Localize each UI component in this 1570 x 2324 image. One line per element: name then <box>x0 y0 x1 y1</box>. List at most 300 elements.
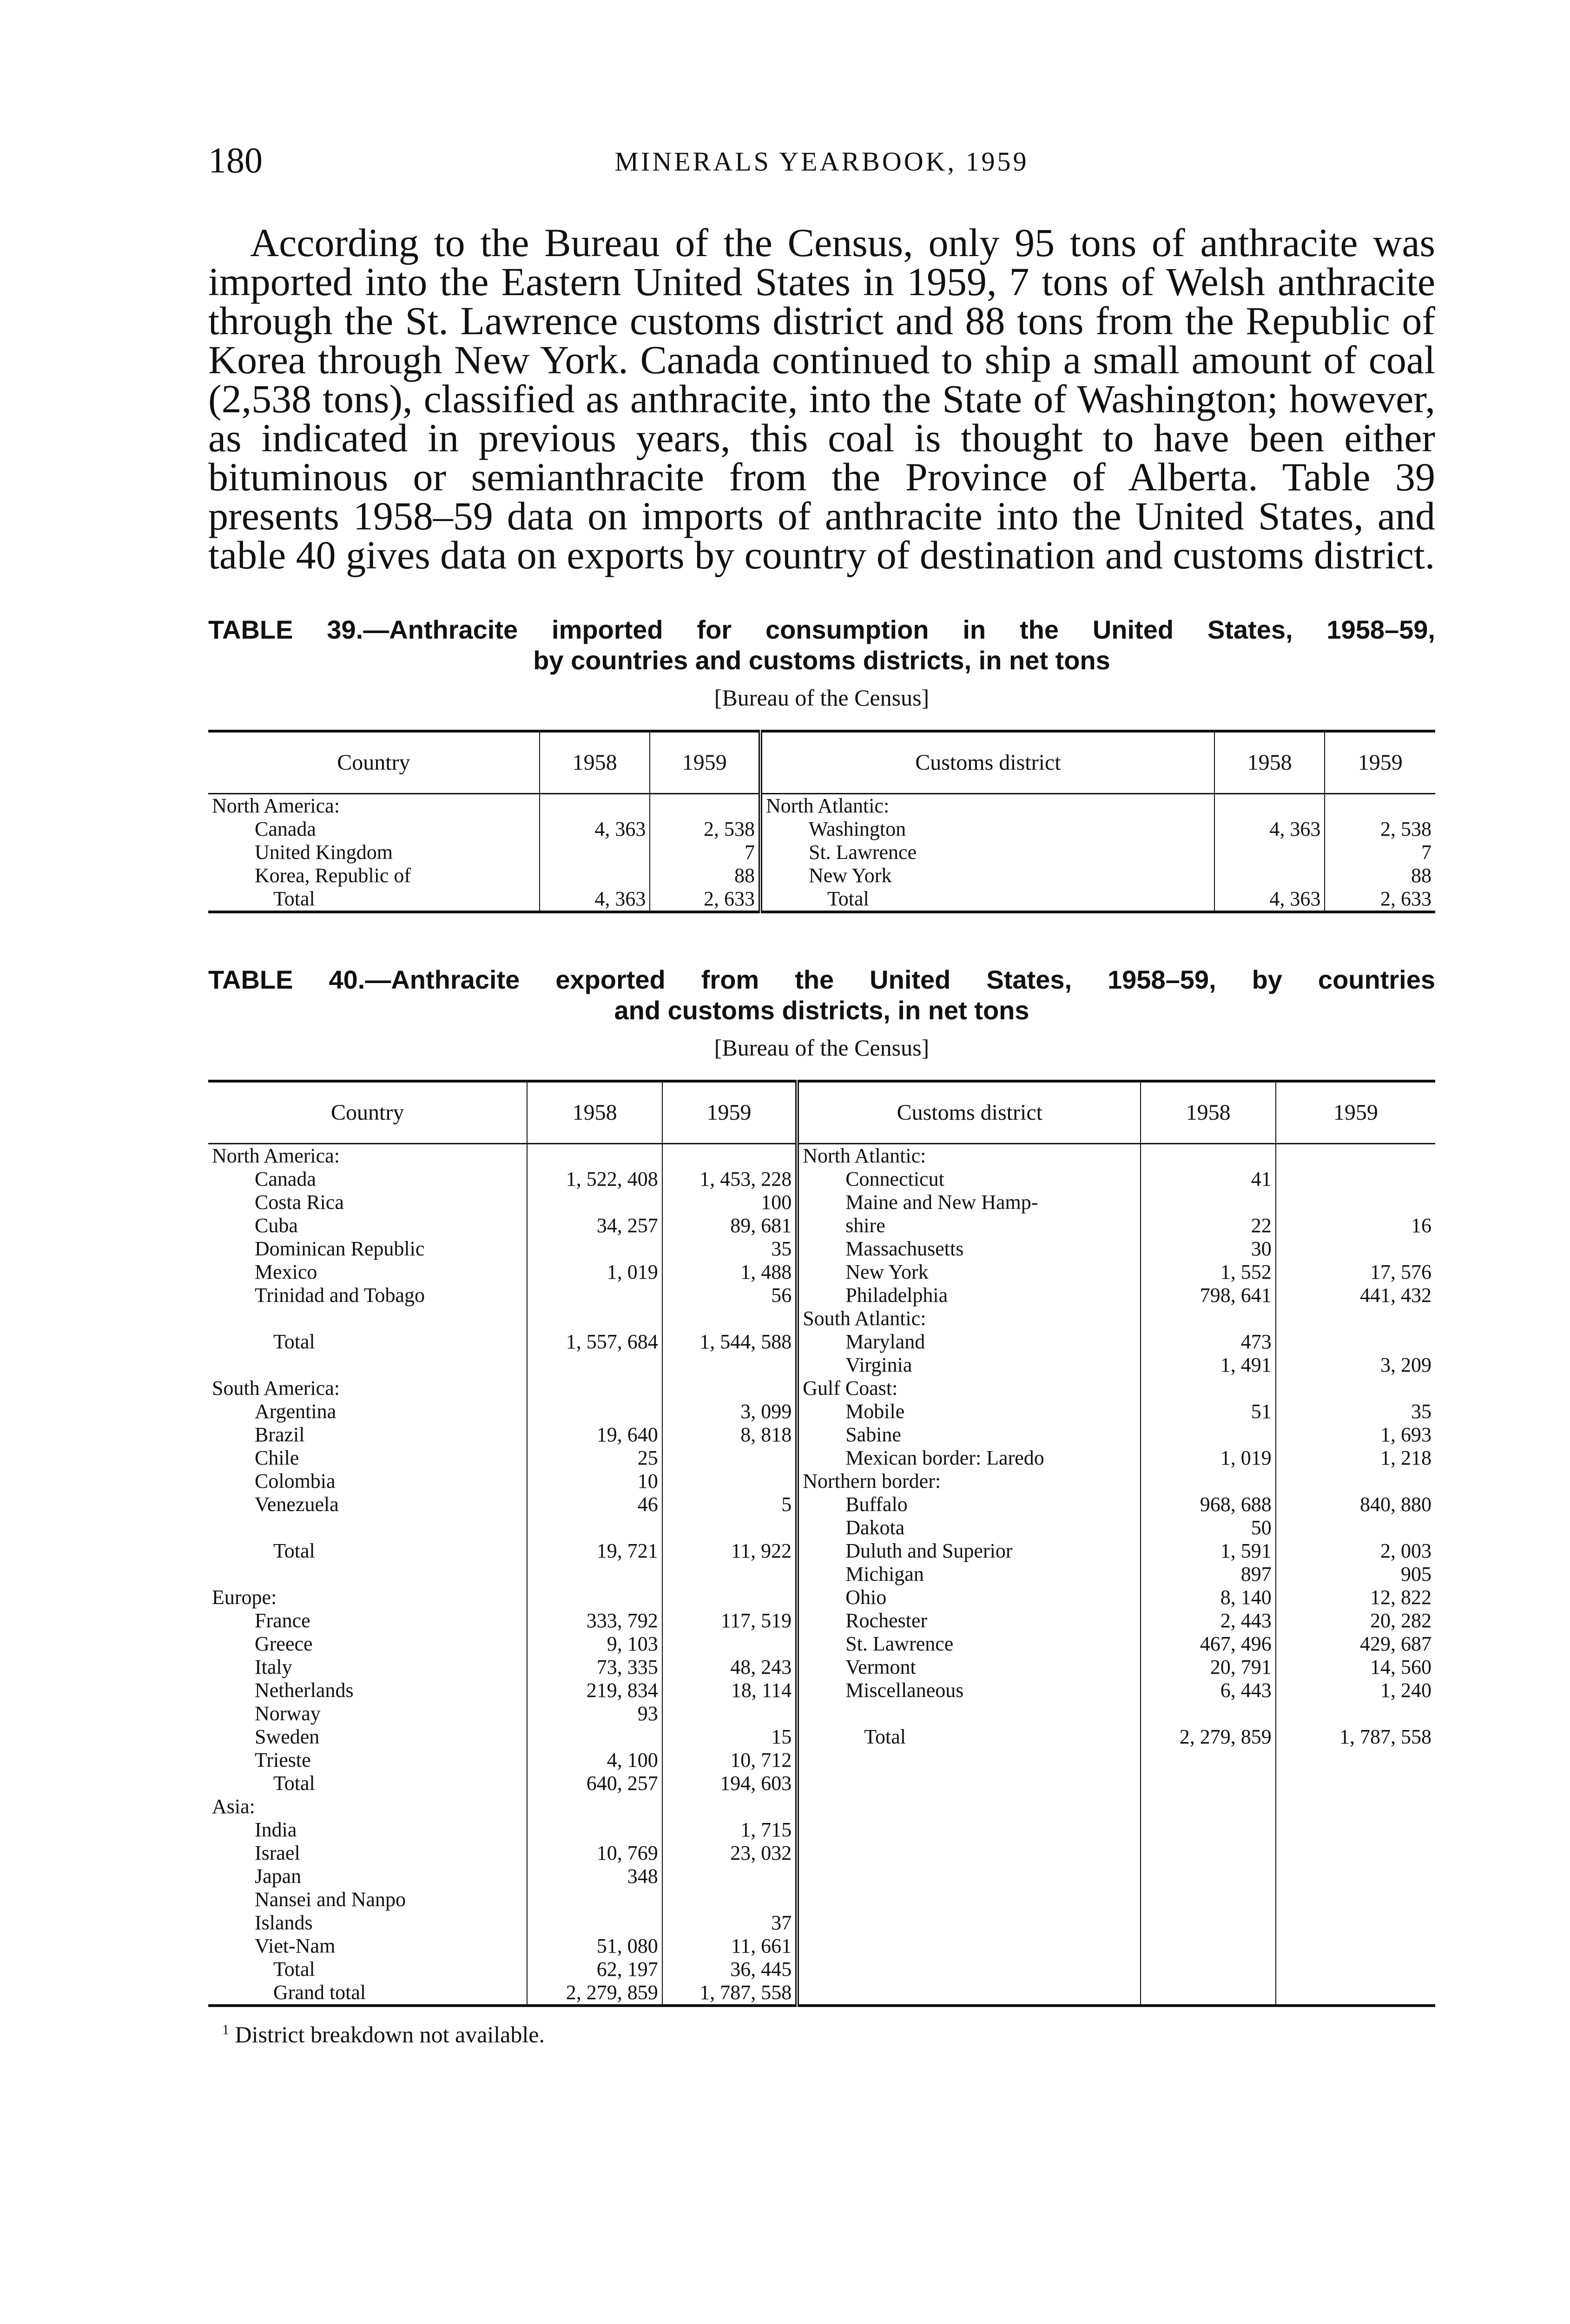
value-cell: 2, 538 <box>1325 818 1435 841</box>
value-cell: 441, 432 <box>1276 1284 1435 1307</box>
table-row <box>208 1609 1435 1632</box>
value-cell <box>527 1586 662 1609</box>
value-cell <box>1276 1516 1435 1539</box>
district-cell: Michigan <box>797 1563 1141 1586</box>
country-cell: Costa Rica <box>255 1191 344 1214</box>
table-row <box>208 1632 1435 1656</box>
value-cell: 2, 279, 859 <box>527 1981 662 2006</box>
country-cell: Total <box>273 887 315 910</box>
value-cell: 467, 496 <box>1141 1632 1275 1656</box>
value-cell: 93 <box>527 1702 662 1725</box>
value-cell: 6, 443 <box>1141 1679 1275 1702</box>
value-cell: 348 <box>527 1865 662 1888</box>
value-cell: 48, 243 <box>662 1656 797 1679</box>
table40-caption-line2: and customs districts, in net tons <box>614 996 1029 1025</box>
table-row <box>208 1284 1435 1307</box>
table-row <box>208 1656 1435 1679</box>
table-row <box>208 1795 1435 1818</box>
value-cell: 3, 209 <box>1276 1353 1435 1377</box>
value-cell: 1, 488 <box>662 1261 797 1284</box>
value-cell <box>527 1725 662 1749</box>
value-cell: 1, 552 <box>1141 1261 1275 1284</box>
value-cell <box>1276 1330 1435 1353</box>
value-cell <box>1276 1191 1435 1214</box>
value-cell <box>1141 1377 1275 1400</box>
value-cell <box>1276 1749 1435 1772</box>
value-cell: 35 <box>662 1237 797 1261</box>
table-row <box>208 1934 1435 1958</box>
value-cell <box>662 1888 797 1911</box>
value-cell <box>527 1516 662 1539</box>
value-cell: 88 <box>650 864 760 887</box>
table40-header-country: Country <box>208 1081 527 1144</box>
value-cell <box>662 1702 797 1725</box>
value-cell <box>1141 1911 1275 1934</box>
value-cell <box>1276 1144 1435 1168</box>
table-row <box>208 1261 1435 1284</box>
district-cell: Connecticut <box>797 1168 1141 1191</box>
value-cell <box>527 1911 662 1934</box>
district-cell <box>797 1981 1141 2006</box>
value-cell: 89, 681 <box>662 1214 797 1237</box>
value-cell: 51 <box>1141 1400 1275 1423</box>
table-row <box>208 1144 1435 1168</box>
value-cell: 4, 363 <box>540 818 650 841</box>
value-cell <box>1276 1772 1435 1795</box>
value-cell: 30 <box>1141 1237 1275 1261</box>
district-cell: Massachusetts <box>797 1237 1141 1261</box>
table-row <box>208 1865 1435 1888</box>
table-row <box>208 1749 1435 1772</box>
district-cell: shire <box>797 1214 1141 1237</box>
value-cell: 10, 769 <box>527 1842 662 1865</box>
country-cell: North America: <box>212 1144 340 1167</box>
district-cell <box>797 1958 1141 1981</box>
table-row <box>208 864 1435 887</box>
value-cell <box>1276 1307 1435 1330</box>
value-cell <box>527 1818 662 1842</box>
district-cell: Total <box>760 887 1214 912</box>
value-cell: 36, 445 <box>662 1958 797 1981</box>
country-cell: Dominican Republic <box>255 1237 425 1260</box>
value-cell: 3, 099 <box>662 1400 797 1423</box>
district-cell: Duluth and Superior <box>797 1539 1141 1563</box>
value-cell <box>1276 1168 1435 1191</box>
document-page <box>208 139 1435 2048</box>
district-cell: Vermont <box>797 1656 1141 1679</box>
value-cell: 37 <box>662 1911 797 1934</box>
district-cell: Mobile <box>797 1400 1141 1423</box>
district-cell: Mexican border: Laredo <box>797 1446 1141 1470</box>
value-cell: 2, 003 <box>1276 1539 1435 1563</box>
value-cell <box>527 1307 662 1330</box>
table-row <box>208 1539 1435 1563</box>
value-cell: 5 <box>662 1493 797 1516</box>
value-cell: 14, 560 <box>1276 1656 1435 1679</box>
table39-header-1959: 1959 <box>1325 731 1435 794</box>
district-cell: Miscellaneous <box>797 1679 1141 1702</box>
value-cell: 1, 557, 684 <box>527 1330 662 1353</box>
value-cell <box>1276 1377 1435 1400</box>
district-cell <box>797 1772 1141 1795</box>
value-cell: 88 <box>1325 864 1435 887</box>
country-cell: France <box>255 1609 310 1632</box>
district-cell: Maryland <box>797 1330 1141 1353</box>
page-number: 180 <box>208 140 263 180</box>
table40-header-1958: 1958 <box>1141 1081 1275 1144</box>
district-cell: Sabine <box>797 1423 1141 1446</box>
table39-caption-line2: by countries and customs districts, in net tons <box>533 646 1110 675</box>
value-cell <box>527 1353 662 1377</box>
value-cell: 219, 834 <box>527 1679 662 1702</box>
country-cell: Total <box>273 1958 315 1981</box>
value-cell <box>1214 841 1325 864</box>
value-cell: 20, 791 <box>1141 1656 1275 1679</box>
value-cell <box>662 1516 797 1539</box>
value-cell <box>1325 794 1435 818</box>
value-cell <box>1276 1842 1435 1865</box>
district-cell <box>797 1865 1141 1888</box>
value-cell: 1, 218 <box>1276 1446 1435 1470</box>
value-cell: 194, 603 <box>662 1772 797 1795</box>
table-row <box>208 1911 1435 1934</box>
country-cell: Colombia <box>255 1470 336 1492</box>
value-cell: 8, 140 <box>1141 1586 1275 1609</box>
value-cell <box>527 1400 662 1423</box>
value-cell <box>662 1586 797 1609</box>
value-cell: 9, 103 <box>527 1632 662 1656</box>
district-cell <box>797 1934 1141 1958</box>
value-cell: 1, 787, 558 <box>662 1981 797 2006</box>
value-cell: 2, 279, 859 <box>1141 1725 1275 1749</box>
value-cell: 1, 591 <box>1141 1539 1275 1563</box>
country-cell: South America: <box>212 1377 340 1400</box>
value-cell: 2, 633 <box>1325 887 1435 912</box>
district-cell: New York <box>760 864 1214 887</box>
table-row <box>208 1981 1435 2006</box>
value-cell: 798, 641 <box>1141 1284 1275 1307</box>
value-cell: 41 <box>1141 1168 1275 1191</box>
table40-header-1959: 1959 <box>1276 1081 1435 1144</box>
value-cell: 905 <box>1276 1563 1435 1586</box>
value-cell <box>1276 1934 1435 1958</box>
value-cell: 2, 633 <box>650 887 760 912</box>
country-cell: Sweden <box>255 1725 320 1748</box>
district-cell: Philadelphia <box>797 1284 1141 1307</box>
value-cell <box>662 1144 797 1168</box>
table39-header-district: Customs district <box>760 731 1214 794</box>
district-cell: New York <box>797 1261 1141 1284</box>
table-row <box>208 1888 1435 1911</box>
table-row <box>208 1818 1435 1842</box>
value-cell <box>1141 1749 1275 1772</box>
table-row <box>208 1516 1435 1539</box>
value-cell <box>1276 1888 1435 1911</box>
value-cell <box>662 1377 797 1400</box>
country-cell: Israel <box>255 1842 300 1864</box>
value-cell: 968, 688 <box>1141 1493 1275 1516</box>
value-cell: 23, 032 <box>662 1842 797 1865</box>
country-cell: Japan <box>255 1865 302 1888</box>
value-cell: 73, 335 <box>527 1656 662 1679</box>
value-cell: 473 <box>1141 1330 1275 1353</box>
table-row <box>208 1423 1435 1446</box>
value-cell: 51, 080 <box>527 1934 662 1958</box>
table-row <box>208 1772 1435 1795</box>
district-cell: North Atlantic: <box>797 1144 1141 1168</box>
value-cell <box>662 1307 797 1330</box>
value-cell <box>662 1446 797 1470</box>
footnote-text: District breakdown not available. <box>235 2021 545 2047</box>
value-cell: 10, 712 <box>662 1749 797 1772</box>
table-row <box>208 1725 1435 1749</box>
table40-source: [Bureau of the Census] <box>714 1035 930 1061</box>
country-cell: Venezuela <box>255 1493 339 1516</box>
value-cell <box>1276 1865 1435 1888</box>
value-cell: 429, 687 <box>1276 1632 1435 1656</box>
district-cell <box>797 1795 1141 1818</box>
value-cell <box>540 864 650 887</box>
table-row <box>208 1400 1435 1423</box>
value-cell: 7 <box>1325 841 1435 864</box>
value-cell <box>1141 1470 1275 1493</box>
running-title: MINERALS YEARBOOK, 1959 <box>614 146 1029 177</box>
district-cell: Dakota <box>797 1516 1141 1539</box>
value-cell: 7 <box>650 841 760 864</box>
value-cell: 1, 693 <box>1276 1423 1435 1446</box>
value-cell <box>1141 1191 1275 1214</box>
value-cell <box>1141 1818 1275 1842</box>
value-cell <box>1141 1702 1275 1725</box>
value-cell: 16 <box>1276 1214 1435 1237</box>
table-row <box>208 887 1435 912</box>
country-cell: Grand total <box>273 1981 366 2004</box>
value-cell <box>1214 794 1325 818</box>
table-row <box>208 1377 1435 1400</box>
value-cell: 10 <box>527 1470 662 1493</box>
table39-header-1958: 1958 <box>540 731 650 794</box>
value-cell <box>527 1191 662 1214</box>
value-cell <box>1141 1888 1275 1911</box>
district-cell: Northern border: <box>797 1470 1141 1493</box>
value-cell <box>650 794 760 818</box>
value-cell: 1, 544, 588 <box>662 1330 797 1353</box>
value-cell <box>1276 1958 1435 1981</box>
table40-header-row <box>208 1081 1435 1144</box>
district-cell <box>797 1888 1141 1911</box>
district-cell: Washington <box>760 818 1214 841</box>
country-cell: Trieste <box>255 1749 311 1771</box>
value-cell: 1, 019 <box>1141 1446 1275 1470</box>
value-cell: 1, 491 <box>1141 1353 1275 1377</box>
country-cell: United Kingdom <box>255 841 393 864</box>
table40-caption <box>208 964 1435 1026</box>
value-cell <box>540 841 650 864</box>
table39-source: [Bureau of the Census] <box>714 685 930 711</box>
value-cell <box>1276 1795 1435 1818</box>
country-cell: India <box>255 1818 297 1841</box>
intro-paragraph: According to the Bureau of the Census, only 95 tons of anthracite was imported into the Eastern United States in 1959, 7 tons of Welsh anthracite through the St. Lawrence customs district and 88 tons from the Republic of Korea through New York. Canada continued to ship a small amount of coal (2,538 tons), classified as anthracite, into the State of Washington; however, as indicated in previous years, this coal is thought to have been either bituminous or semianthracite from the Province of Alberta. Table 39 presents 1958–59 data on imports of anthracite into the United States, and table 40 gives data on exports by country of destination and customs district. <box>208 220 1435 577</box>
value-cell <box>1141 1144 1275 1168</box>
value-cell: 56 <box>662 1284 797 1307</box>
value-cell <box>1276 1981 1435 2006</box>
value-cell <box>662 1865 797 1888</box>
country-cell: Netherlands <box>255 1679 354 1702</box>
value-cell <box>662 1795 797 1818</box>
table39 <box>208 730 1435 913</box>
table40-header-district: Customs district <box>797 1081 1141 1144</box>
table40-caption-line1: TABLE 40.—Anthracite exported from the United States, 1958–59, by countries <box>208 965 1435 994</box>
country-cell <box>208 1516 527 1539</box>
value-cell: 35 <box>1276 1400 1435 1423</box>
table-row <box>208 1191 1435 1214</box>
value-cell <box>662 1632 797 1656</box>
value-cell <box>527 1377 662 1400</box>
table-row <box>208 1237 1435 1261</box>
value-cell: 1, 453, 228 <box>662 1168 797 1191</box>
table-row <box>208 1470 1435 1493</box>
table39-header-country: Country <box>208 731 540 794</box>
value-cell: 46 <box>527 1493 662 1516</box>
value-cell <box>662 1470 797 1493</box>
table-row <box>208 1842 1435 1865</box>
district-cell: St. Lawrence <box>797 1632 1141 1656</box>
table-row <box>208 1586 1435 1609</box>
value-cell <box>1276 1818 1435 1842</box>
value-cell: 19, 721 <box>527 1539 662 1563</box>
district-cell: Buffalo <box>797 1493 1141 1516</box>
value-cell <box>1141 1865 1275 1888</box>
table40-header-1959: 1959 <box>662 1081 797 1144</box>
district-cell: St. Lawrence <box>760 841 1214 864</box>
value-cell: 4, 363 <box>540 887 650 912</box>
value-cell <box>1214 864 1325 887</box>
value-cell: 1, 522, 408 <box>527 1168 662 1191</box>
country-cell: Canada <box>255 818 316 840</box>
value-cell <box>527 1284 662 1307</box>
country-cell: Norway <box>255 1702 321 1725</box>
value-cell: 4, 100 <box>527 1749 662 1772</box>
value-cell <box>527 1795 662 1818</box>
district-cell <box>797 1842 1141 1865</box>
district-cell: Virginia <box>797 1353 1141 1377</box>
value-cell: 1, 019 <box>527 1261 662 1284</box>
value-cell <box>540 794 650 818</box>
value-cell: 2, 443 <box>1141 1609 1275 1632</box>
value-cell <box>1276 1237 1435 1261</box>
value-cell: 840, 880 <box>1276 1493 1435 1516</box>
value-cell: 11, 922 <box>662 1539 797 1563</box>
country-cell: Italy <box>255 1656 292 1678</box>
table39-header-row <box>208 731 1435 794</box>
table40 <box>208 1080 1435 2007</box>
value-cell <box>1141 1842 1275 1865</box>
table-row <box>208 1307 1435 1330</box>
value-cell <box>1276 1470 1435 1493</box>
table-row <box>208 1679 1435 1702</box>
value-cell: 8, 818 <box>662 1423 797 1446</box>
country-cell: Korea, Republic of <box>255 864 411 887</box>
value-cell: 1, 715 <box>662 1818 797 1842</box>
value-cell: 4, 363 <box>1214 818 1325 841</box>
value-cell: 4, 363 <box>1214 887 1325 912</box>
value-cell: 640, 257 <box>527 1772 662 1795</box>
table40-header-1958: 1958 <box>527 1081 662 1144</box>
value-cell <box>527 1237 662 1261</box>
table39-header-1958: 1958 <box>1214 731 1325 794</box>
value-cell: 117, 519 <box>662 1609 797 1632</box>
value-cell: 333, 792 <box>527 1609 662 1632</box>
country-cell: Nansei and Nanpo <box>255 1888 406 1911</box>
country-cell: Greece <box>255 1632 313 1655</box>
running-head <box>208 139 1435 191</box>
value-cell: 1, 787, 558 <box>1276 1725 1435 1749</box>
value-cell <box>1141 1423 1275 1446</box>
country-cell: Total <box>273 1539 315 1562</box>
country-cell: Mexico <box>255 1261 317 1283</box>
country-cell: Canada <box>255 1168 316 1190</box>
value-cell: 62, 197 <box>527 1958 662 1981</box>
value-cell: 1, 240 <box>1276 1679 1435 1702</box>
country-cell: Europe: <box>212 1586 277 1609</box>
country-cell: Total <box>273 1772 315 1795</box>
country-cell <box>208 1353 527 1377</box>
country-cell: North America: <box>212 794 340 817</box>
value-cell: 15 <box>662 1725 797 1749</box>
value-cell <box>1141 1795 1275 1818</box>
district-cell <box>797 1911 1141 1934</box>
table-row <box>208 841 1435 864</box>
value-cell: 100 <box>662 1191 797 1214</box>
table-row <box>208 1702 1435 1725</box>
value-cell: 19, 640 <box>527 1423 662 1446</box>
value-cell: 34, 257 <box>527 1214 662 1237</box>
value-cell <box>1276 1911 1435 1934</box>
district-cell: Ohio <box>797 1586 1141 1609</box>
value-cell: 18, 114 <box>662 1679 797 1702</box>
country-cell: Trinidad and Tobago <box>255 1284 425 1307</box>
value-cell <box>662 1353 797 1377</box>
value-cell <box>1276 1702 1435 1725</box>
value-cell <box>1141 1772 1275 1795</box>
country-cell: Chile <box>255 1446 299 1469</box>
country-cell: Cuba <box>255 1214 298 1237</box>
value-cell: 50 <box>1141 1516 1275 1539</box>
country-cell: Islands <box>255 1911 313 1934</box>
table-row <box>208 1958 1435 1981</box>
table-row <box>208 1353 1435 1377</box>
table39-caption <box>208 614 1435 676</box>
value-cell: 897 <box>1141 1563 1275 1586</box>
district-cell: Rochester <box>797 1609 1141 1632</box>
value-cell <box>1141 1981 1275 2006</box>
value-cell: 20, 282 <box>1276 1609 1435 1632</box>
table-row <box>208 1493 1435 1516</box>
value-cell: 17, 576 <box>1276 1261 1435 1284</box>
table39-header-1959: 1959 <box>650 731 760 794</box>
district-cell: North Atlantic: <box>760 794 1214 818</box>
district-cell: Maine and New Hamp- <box>797 1191 1141 1214</box>
country-cell: Total <box>273 1330 315 1353</box>
table39-caption-line1: TABLE 39.—Anthracite imported for consumption in the United States, 1958–59, <box>208 615 1435 644</box>
country-cell <box>208 1563 527 1586</box>
country-cell: Viet-Nam <box>255 1934 336 1957</box>
district-cell <box>797 1818 1141 1842</box>
district-cell <box>797 1702 1141 1725</box>
country-cell: Argentina <box>255 1400 336 1423</box>
table40-footnote <box>208 2021 1435 2048</box>
country-cell: Asia: <box>212 1795 255 1818</box>
